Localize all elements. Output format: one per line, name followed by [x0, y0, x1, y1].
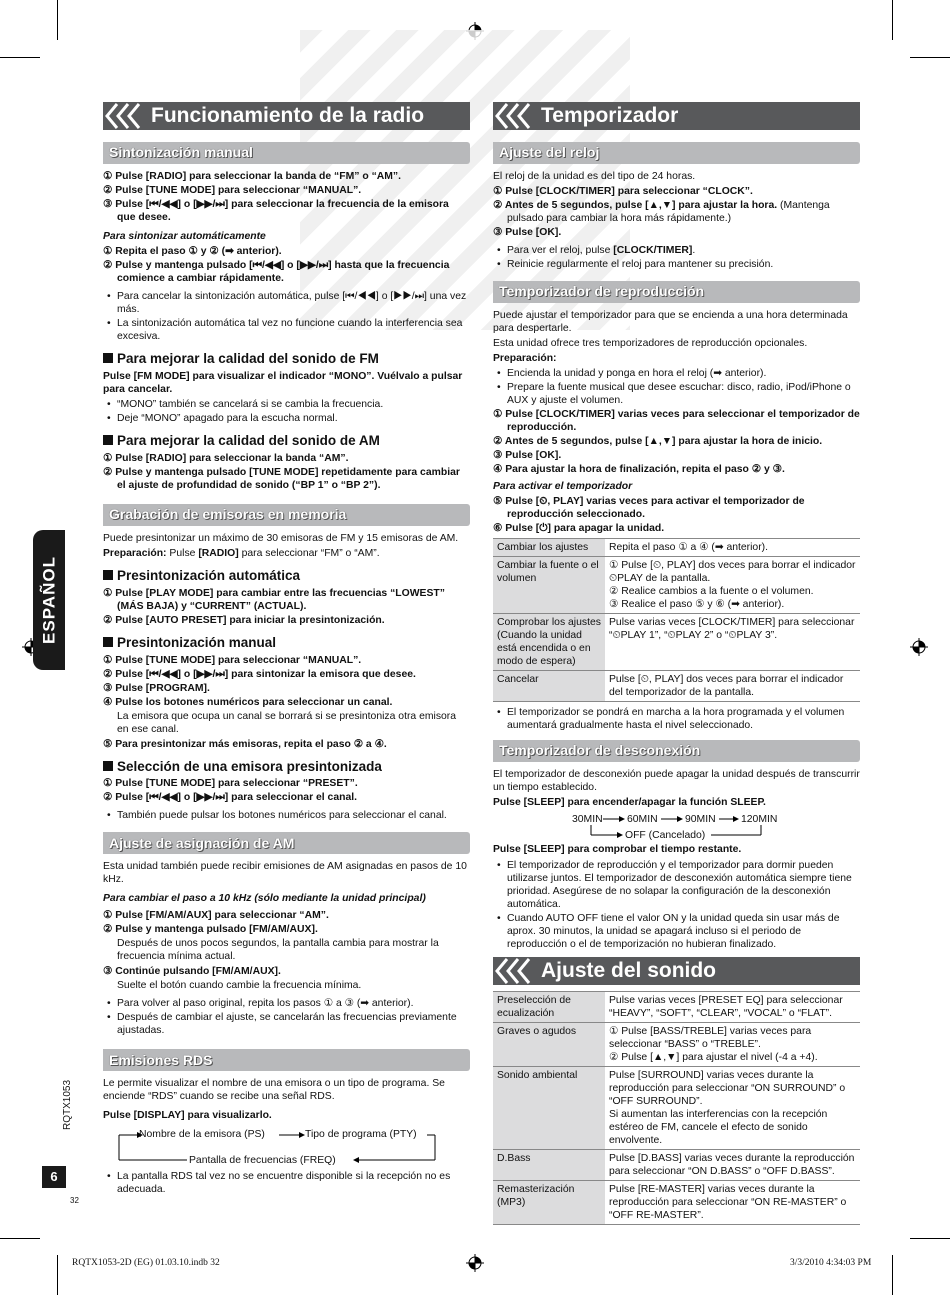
bullet: • Prepare la fuente musical que desee escuchar: disco, radio, iPod/iPhone o AUX y ajuste el volumen.: [493, 381, 860, 407]
step: ② Pulse [TUNE MODE] para seleccionar “MANUAL”.: [103, 185, 362, 196]
crop-mark: [892, 1255, 893, 1295]
bullet: • Cuando AUTO OFF tiene el valor ON y la unidad queda sin usar más de aprox. 30 minutos, la unidad se apagará incluso si el periodo de reproducción o el de temporización no hubieran finalizado.: [493, 912, 860, 951]
right-column: [493, 102, 860, 1225]
am-assign-label: Para cambiar el paso a 10 kHz (sólo mediante la unidad principal): [103, 893, 426, 905]
crop-mark: [0, 1238, 40, 1239]
step: ② Antes de 5 segundos, pulse [▲,▼] para ajustar la hora. (Mantenga pulsado para cambiar la hora más rápidamente.): [493, 200, 830, 224]
sleep-60: 60MIN: [627, 814, 658, 825]
step: ② Pulse [⏮/◀◀] o [▶▶/⏭] para sintonizar la emisora que desee.: [103, 668, 416, 680]
bullet: • Encienda la unidad y ponga en hora el reloj (➡ anterior).: [493, 367, 860, 380]
step: ② Pulse [⏮/◀◀] o [▶▶/⏭] para seleccionar el canal.: [103, 792, 358, 804]
bullet: • La sintonización automática tal vez no funcione cuando la interferencia sea excesiva.: [103, 317, 470, 343]
table-row: Cancelar Pulse [⏲, PLAY] dos veces para borrar el indicador del temporizador de la pantalla.: [493, 671, 860, 702]
step: ③ Pulse [PROGRAM].: [103, 682, 210, 694]
play-text: Esta unidad ofrece tres temporizadores de reproducción opcionales.: [493, 338, 808, 349]
sleep-30: 30MIN: [572, 814, 603, 825]
sleep-text: El temporizador de desconexión puede apagar la unidad después de transcurrir un tiempo establecido.: [493, 769, 860, 793]
sleep-cycle-diagram: [493, 811, 860, 843]
section-title-sound: Ajuste del sonido: [493, 957, 860, 985]
sleep-off: OFF (Cancelado): [625, 830, 706, 841]
memory-prep: Preparación: Pulse [RADIO] para seleccionar “FM” o “AM”.: [103, 547, 380, 559]
crop-mark: [892, 0, 893, 40]
step: ① Repita el paso ① y ② (➡ anterior).: [103, 246, 282, 257]
rds-freq-label: Pantalla de frecuencias (FREQ): [189, 1155, 336, 1167]
step: ② Antes de 5 segundos, pulse [▲,▼] para ajustar la hora de inicio.: [493, 436, 823, 447]
clock-text: El reloj de la unidad es del tipo de 24 horas.: [493, 171, 696, 182]
table-row: Graves o agudos ① Pulse [BASS/TREBLE] varias veces para seleccionar “BASS” o “TREBLE”. ② Pulse [▲,▼] para ajustar el nivel (-4 a +4).: [493, 1023, 860, 1067]
page-number: 6: [42, 1166, 66, 1188]
bullet: • También puede pulsar los botones numéricos para seleccionar el canal.: [103, 809, 470, 822]
step: ① Pulse [RADIO] para seleccionar la banda de “FM” o “AM”.: [103, 171, 402, 182]
heading-fm-quality: Para mejorar la calidad del sonido de FM: [103, 351, 470, 368]
crop-mark: [57, 0, 58, 40]
rds-text: Le permite visualizar el nombre de una emisora o un tipo de programa. Se enciende “RDS” cuando se recibe una señal RDS.: [103, 1078, 445, 1103]
fm-text: Pulse [FM MODE] para visualizar el indicador “MONO”. Vuélvalo a pulsar para cancelar.: [103, 370, 463, 395]
bullet: • Para volver al paso original, repita los pasos ① a ③ (➡ anterior).: [103, 997, 470, 1010]
table-row: Remasterización (MP3) Pulse [RE-MASTER] varias veces durante la reproducción para seleccionar “ON RE-MASTER” o “OFF RE-MASTER”.: [493, 1181, 860, 1225]
sound-table: [493, 991, 860, 1225]
bullet: • Deje “MONO” apagado para la escucha normal.: [103, 412, 470, 425]
step: ① Pulse [TUNE MODE] para seleccionar “PRESET”.: [103, 778, 358, 790]
step: ③ Pulse [OK].: [493, 450, 562, 461]
bullet: • El temporizador se pondrá en marcha a la hora programada y el volumen aumentará gradualmente hasta el nivel seleccionado.: [493, 706, 860, 732]
step: ⑤ Pulse [⏲, PLAY] varias veces para activar el temporizador de reproducción seleccionado.: [493, 496, 805, 520]
sleep-90: 90MIN: [685, 814, 716, 825]
table-row: Cambiar los ajustes Repita el paso ① a ④ (➡ anterior).: [493, 539, 860, 557]
am-assign-text: Esta unidad también puede recibir emisiones de AM asignadas en pasos de 10 kHz.: [103, 861, 467, 886]
step: ③ Pulse [OK].: [493, 227, 562, 238]
sleep-120: 120MIN: [741, 814, 778, 825]
step: ③ Pulse [⏮/◀◀] o [▶▶/⏭] para seleccionar la frecuencia de la emisora que desee.: [103, 199, 449, 223]
registration-mark-icon: [910, 638, 928, 656]
bullet: • Reinicie regularmente el reloj para mantener su precisión.: [493, 258, 860, 271]
crop-mark: [910, 57, 950, 58]
subsection-sleep-timer: Temporizador de desconexión: [493, 740, 860, 762]
footer-timestamp: 3/3/2010 4:34:03 PM: [790, 1258, 872, 1268]
step: ① Pulse [PLAY MODE] para cambiar entre las frecuencias “LOWEST” (MÁS BAJA) y “CURRENT” (ACTUAL).: [103, 587, 445, 612]
step: ① Pulse [TUNE MODE] para seleccionar “MANUAL”.: [103, 654, 362, 666]
section-title-radio: Funcionamiento de la radio: [103, 102, 470, 130]
step: ② Pulse y mantenga pulsado [TUNE MODE] repetidamente para cambiar el ajuste de profundidad de sonido (“BP 1” o “BP 2”).: [103, 466, 460, 491]
table-row: D.Bass Pulse [D.BASS] varias veces durante la reproducción para seleccionar “ON D.BASS” o “OFF D.BASS”.: [493, 1150, 860, 1181]
step: ④ Pulse los botones numéricos para seleccionar un canal.: [103, 696, 393, 708]
step: ① Pulse [CLOCK/TIMER] para seleccionar “CLOCK”.: [493, 186, 753, 197]
note: Suelte el botón cuando cambie la frecuencia mínima.: [117, 980, 362, 992]
subsection-manual-tuning: Sintonización manual: [103, 142, 470, 164]
step: ⑤ Para presintonizar más emisoras, repita el paso ② a ④.: [103, 738, 387, 750]
step: ② Pulse y mantenga pulsado [FM/AM/AUX].: [103, 924, 318, 936]
rds-diagram: [103, 1124, 470, 1170]
bullet: • Para ver el reloj, pulse [CLOCK/TIMER].: [493, 244, 860, 257]
step: ② Pulse [AUTO PRESET] para iniciar la presintonización.: [103, 614, 385, 626]
bullet: • La pantalla RDS tal vez no se encuentre disponible si la recepción no es adecuada.: [103, 1170, 470, 1196]
registration-mark-icon: [466, 1254, 484, 1272]
heading-auto-preset: Presintonización automática: [103, 568, 470, 585]
chevron-icon: [103, 102, 149, 130]
table-row: Cambiar la fuente o el volumen ① Pulse [⏲, PLAY] dos veces para borrar el indicador ⏲PLAY de la pantalla. ② Realice cambios a la fuente o el volumen. ③ Realice el paso ⑤ y ⑥ (➡ anterior).: [493, 557, 860, 614]
subsection-rds: Emisiones RDS: [103, 1049, 470, 1071]
subsection-clock: Ajuste del reloj: [493, 142, 860, 164]
bullet: • El temporizador de reproducción y el temporizador para dormir pueden utilizarse juntos. El temporizador de desconexión automática siempre tiene prioridad. Asegúrese de no solapar la configuración de la desconexión automática.: [493, 859, 860, 911]
language-side-tab: ESPAÑOL: [33, 530, 65, 670]
step: ③ Continúe pulsando [FM/AM/AUX].: [103, 966, 281, 978]
crop-mark: [910, 1238, 950, 1239]
subsection-memory: Grabación de emisoras en memoria: [103, 504, 470, 526]
step: ① Pulse [FM/AM/AUX] para seleccionar “AM”.: [103, 910, 329, 922]
rds-display: Pulse [DISPLAY] para visualizarlo.: [103, 1110, 272, 1122]
timer-table: [493, 538, 860, 702]
step: ① Pulse [CLOCK/TIMER] varias veces para seleccionar el temporizador de reproducción.: [493, 409, 860, 433]
auto-tune-label: Para sintonizar automáticamente: [103, 231, 266, 242]
activate-label: Para activar el temporizador: [493, 481, 633, 492]
step: ② Pulse y mantenga pulsado [⏮/◀◀] o [▶▶/⏭] hasta que la frecuencia comience a cambiar rápidamente.: [103, 260, 450, 284]
subsection-am-assign: Ajuste de asignación de AM: [103, 832, 470, 854]
rds-pty-label: Tipo de programa (PTY): [305, 1129, 417, 1141]
table-row: Sonido ambiental Pulse [SURROUND] varias veces durante la reproducción para seleccionar “ON SURROUND” o “OFF SURROUND”. Si aumentan las interferencias con la recepción estéreo de FM, cancele el efecto de sonido envolvente.: [493, 1067, 860, 1150]
chevron-icon: [493, 102, 539, 130]
play-prep-label: Preparación:: [493, 353, 557, 364]
subsection-play-timer: Temporizador de reproducción: [493, 281, 860, 303]
bullet: • Para cancelar la sintonización automática, pulse [⏮/◀◀] o [▶▶/⏭] una vez más.: [103, 290, 470, 316]
heading-am-quality: Para mejorar la calidad del sonido de AM: [103, 433, 470, 450]
bullet: • “MONO” también se cancelará si se cambia la frecuencia.: [103, 398, 470, 411]
left-column: [103, 102, 470, 1197]
note: Después de unos pocos segundos, la pantalla cambia para mostrar la frecuencia mínima actual.: [117, 938, 439, 963]
model-code: RQTX1053: [62, 1079, 73, 1130]
chevron-icon: [493, 957, 539, 985]
section-title-timer: Temporizador: [493, 102, 860, 130]
step: ④ Para ajustar la hora de finalización, repita el paso ② y ③.: [493, 464, 785, 475]
play-text: Puede ajustar el temporizador para que se encienda a una hora determinada para despertarle.: [493, 310, 848, 334]
note: La emisora que ocupa un canal se borrará si se presintoniza otra emisora en ese canal.: [117, 710, 457, 735]
small-page-number: 32: [70, 1196, 79, 1205]
table-row: Preselección de ecualización Pulse varias veces [PRESET EQ] para seleccionar “HEAVY”, “SOFT”, “CLEAR”, “VOCAL” o “FLAT”.: [493, 992, 860, 1023]
sleep-check: Pulse [SLEEP] para comprobar el tiempo restante.: [493, 844, 742, 855]
heading-select-preset: Selección de una emisora presintonizada: [103, 759, 470, 776]
footer-file-info: RQTX1053-2D (EG) 01.03.10.indb 32: [72, 1258, 220, 1268]
rds-ps-label: Nombre de la emisora (PS): [139, 1129, 265, 1141]
heading-manual-preset: Presintonización manual: [103, 635, 470, 652]
sleep-press: Pulse [SLEEP] para encender/apagar la función SLEEP.: [493, 797, 766, 808]
crop-mark: [0, 57, 40, 58]
memory-text: Puede presintonizar un máximo de 30 emisoras de FM y 15 emisoras de AM.: [103, 532, 459, 544]
crop-mark: [57, 1255, 58, 1295]
table-row: Comprobar los ajustes (Cuando la unidad está encendida o en modo de espera) Pulse varias veces [CLOCK/TIMER] para seleccionar “⏲PLAY 1”, “⏲PLAY 2” o “⏲PLAY 3”.: [493, 614, 860, 671]
step: ⑥ Pulse [⏻] para apagar la unidad.: [493, 523, 665, 534]
bullet: • Después de cambiar el ajuste, se cancelarán las frecuencias previamente ajustadas.: [103, 1011, 470, 1037]
step: ① Pulse [RADIO] para seleccionar la banda “AM”.: [103, 452, 349, 464]
